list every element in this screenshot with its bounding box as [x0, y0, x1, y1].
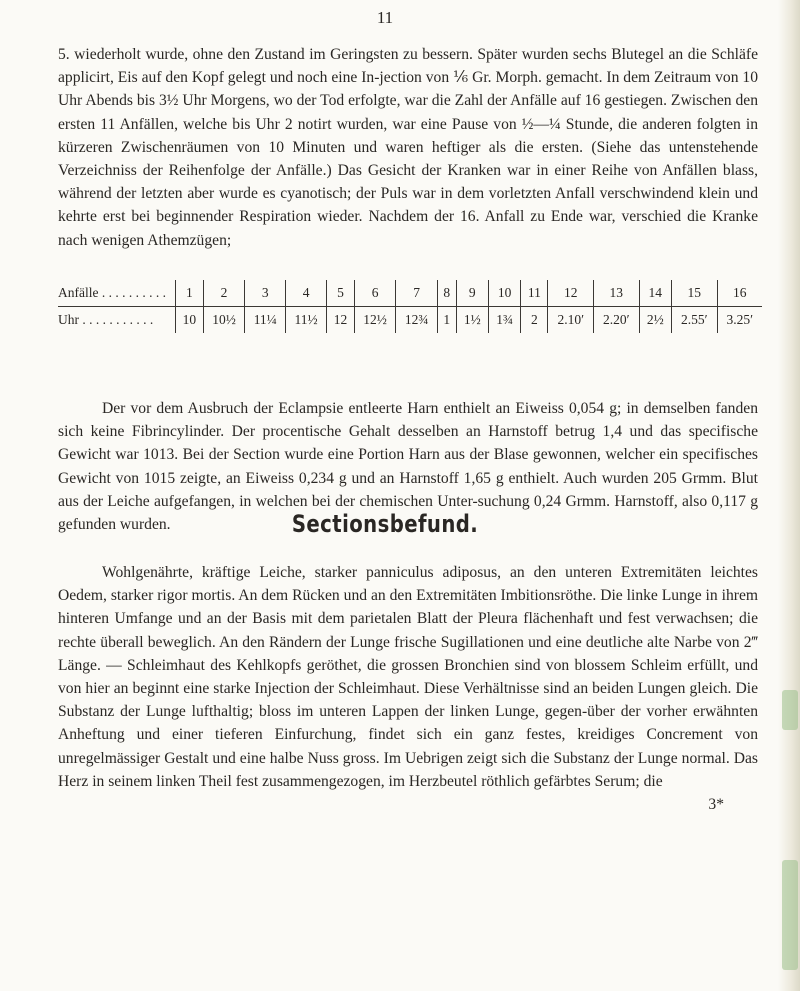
attack-timeline-table — [58, 280, 762, 333]
table-cell: 6 — [354, 280, 396, 307]
table-cell: 3 — [245, 280, 286, 307]
table-cell: 10½ — [203, 307, 245, 334]
table-cell: 1 — [175, 280, 203, 307]
page-number: 11 — [376, 8, 394, 27]
table-cell: 4 — [286, 280, 327, 307]
table-cell: 2½ — [639, 307, 671, 334]
table-cell: 15 — [671, 280, 717, 307]
section-heading: Sectionsbefund. — [291, 510, 479, 538]
table-cell: 14 — [639, 280, 671, 307]
table-cell: 2.10′ — [548, 307, 594, 334]
table-cell: 2 — [521, 307, 548, 334]
table-cell: 1 — [437, 307, 456, 334]
paragraph-continuation — [58, 43, 758, 252]
table-cell: 10 — [175, 307, 203, 334]
table-cell: 1¾ — [488, 307, 520, 334]
table-cell: 1½ — [456, 307, 488, 334]
page-edge-stain — [782, 690, 798, 730]
table-cell: 16 — [717, 280, 762, 307]
paragraph-text: 5. wiederholt wurde, ohne den Zustand im Geringsten zu bessern. Später wurden sechs Blutegel an die Schläfe applicirt, Eis auf den Kopf gelegt und noch eine In-jection von ⅙ Gr. Morph. gemacht. In dem Zeitraum von 10 Uhr Abends bis 3½ Uhr Morgens, wo der Tod erfolgte, war die Zahl der Anfälle auf 16 gestiegen. Zwischen den ersten 11 Anfällen, welche bis Uhr 2 notirt wurden, war eine Pause von ½—¼ Stunde, die anderen folgten in kürzeren Zwischenräumen von 10 Minuten und waren heftiger als die ersten. (Siehe das untenstehende Verzeichniss der Reihenfolge der Anfälle.) Das Gesicht der Kranken war in einer Reihe von Anfällen blass, während der letzten aber wurde es cyanotisch; der Puls war in dem vorletzten Anfall verschwindend klein und kehrte erst bei beginnender Respiration wieder. Nachdem der 16. Anfall zu Ende war, verschied die Kranke nach wenigen Athemzügen; — [58, 46, 758, 249]
table-cell: 12 — [327, 307, 355, 334]
table-cell: 11½ — [286, 307, 327, 334]
table-cell: 13 — [594, 280, 640, 307]
paragraph-text: Wohlgenährte, kräftige Leiche, starker panniculus adiposus, an den unteren Extremitäten leichtes Oedem, starker rigor mortis. An dem Rücken und an den Extremitäten Imbitionsröthe. Die linke Lunge in ihrem hinteren Umfange und an der Basis mit dem parietalen Blatt der Pleura flächenhaft und fest verwachsen; die rechte überall beweglich. An den Rändern der Lunge frische Sugillationen und eine deutliche alte Narbe von 2‴ Länge. — Schleimhaut des Kehlkopfs geröthet, die grossen Bronchien sind von blossem Schleim erfüllt, und von hier an beginnt eine starke Injection der Schleimhaut. Diese Verhältnisse sind an beiden Lungen gleich. Die Substanz der Lunge lufthaltig; bloss im unteren Lappen der linken Lunge, gegen-über der vorher erwähnten Anheftung und einer tieferen Einfurchung, findet sich ein ganz festes, kreidiges Concrement von unregelmässiger Gestalt und eine halbe Nuss gross. Im Uebrigen zeigt sich die Substanz der Lunge normal. Das Herz in seinem linken Theil fest zusammengezogen, im Herzbeutel röthlich gefärbtes Serum; die — [58, 564, 758, 790]
table-cell: 12¾ — [396, 307, 438, 334]
row-label-attacks: Anfälle . . . . . . . . . . — [58, 280, 169, 307]
table-cell: 3.25′ — [717, 307, 762, 334]
table-row-attacks — [58, 280, 762, 307]
table-cell: 12 — [548, 280, 594, 307]
page-edge-stain — [782, 860, 798, 970]
table-cell: 8 — [437, 280, 456, 307]
table-cell: 5 — [327, 280, 355, 307]
table-cell: 2.55′ — [671, 307, 717, 334]
table-cell: 7 — [396, 280, 438, 307]
table-cell: 12½ — [354, 307, 396, 334]
row-label-time: Uhr . . . . . . . . . . . — [58, 312, 154, 327]
table-cell: 11¼ — [245, 307, 286, 334]
page-edge-shadow — [778, 0, 800, 991]
paragraph-autopsy-findings — [58, 561, 758, 816]
table-cell: 11 — [521, 280, 548, 307]
paragraph-text: Der vor dem Ausbruch der Eclampsie entleerte Harn enthielt an Eiweiss 0,054 g; in demselben fanden sich keine Fibrincylinder. Der procentische Gehalt desselben an Harnstoff betrug 1,4 und das specifische Gewicht war 1013. Bei der Section wurde eine Portion Harn aus der Blase gewonnen, welcher ein specifisches Gewicht von 1015 zeigte, an Eiweiss 0,234 g und an Harnstoff 1,65 g enthielt. Auch wurden 205 Grmm. Blut aus der Leiche aufgefangen, in welchen bei der chemischen Unter-suchung 0,24 Grmm. Harnstoff, also 0,117 g gefunden wurden. — [58, 400, 758, 534]
table-cell: 9 — [456, 280, 488, 307]
table-cell: 2 — [203, 280, 245, 307]
table-cell: 2.20′ — [594, 307, 640, 334]
table-cell: 10 — [488, 280, 520, 307]
signature-mark: 3* — [708, 796, 724, 814]
table-row-time — [58, 307, 762, 334]
